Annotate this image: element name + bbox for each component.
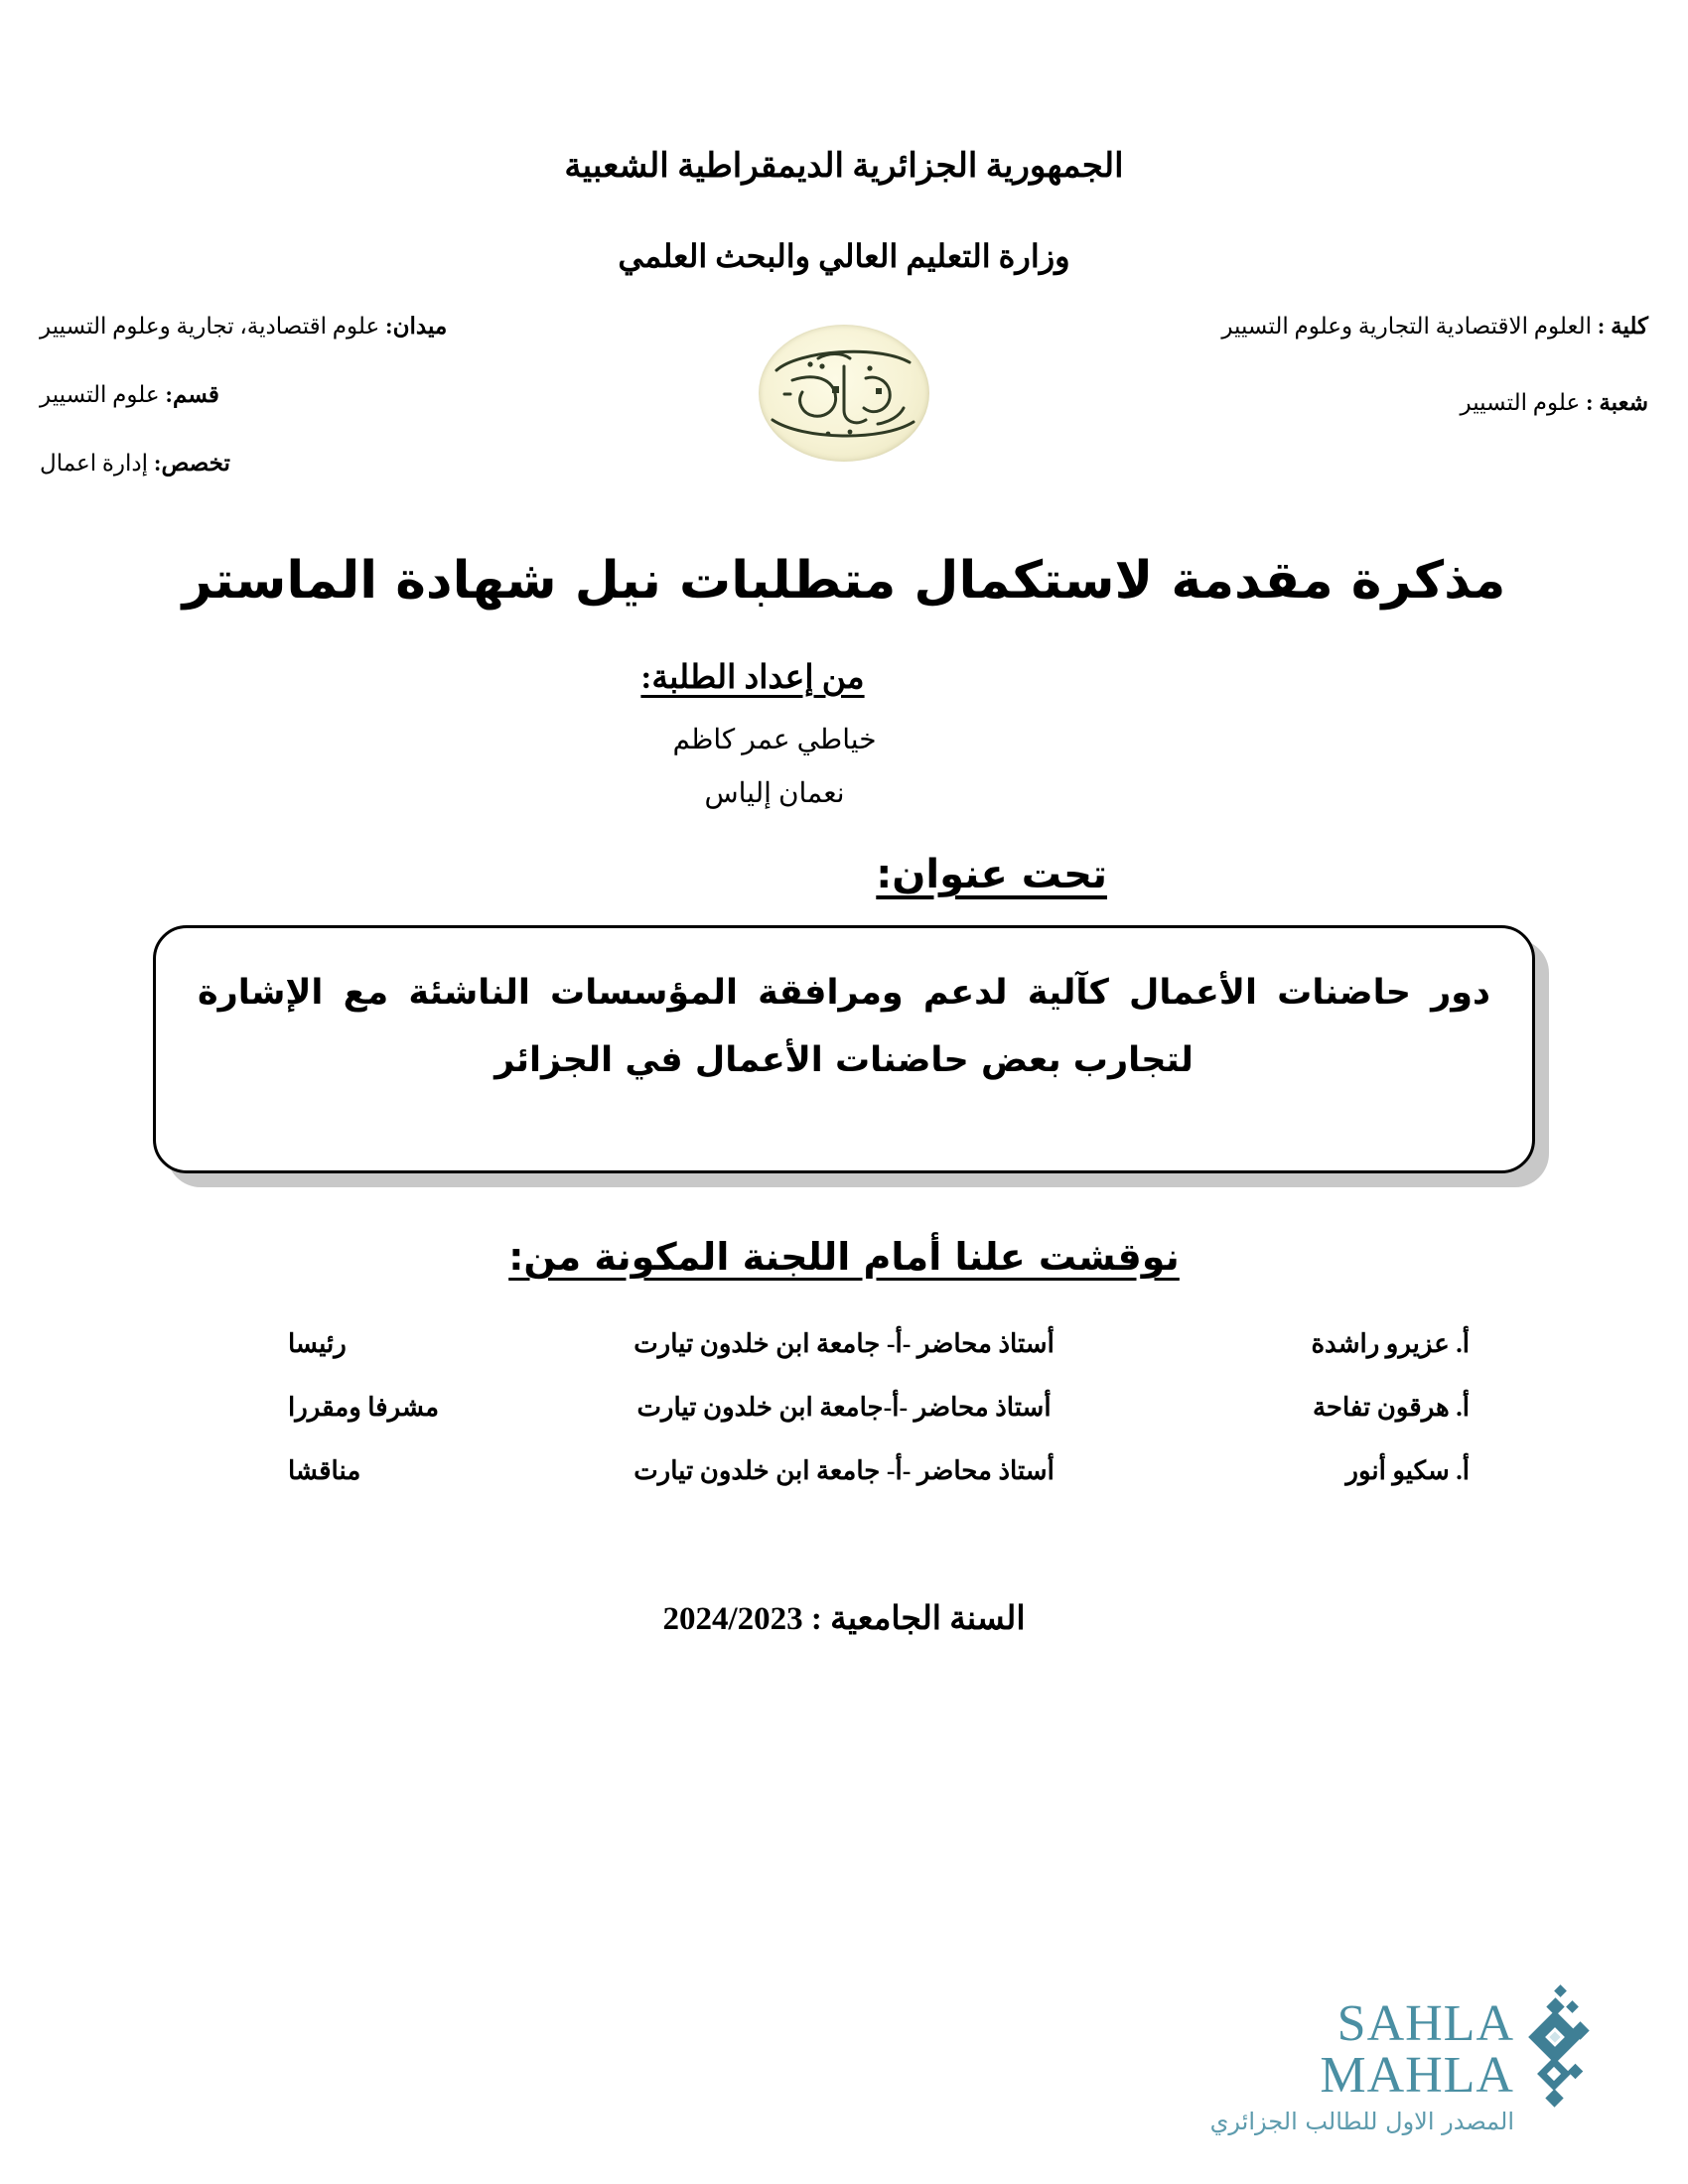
- jury-heading: نوقشت علنا أمام اللجنة المكونة من:: [508, 1235, 1180, 1280]
- thesis-title-line-1: دور حاضنات الأعمال كآلية لدعم ومرافقة المؤسسات الناشئة مع الإشارة: [198, 973, 1490, 1014]
- master-degree-statement: مذكرة مقدمة لاستكمال متطلبات نيل شهادة الماستر: [182, 551, 1506, 612]
- specialty-value: إدارة اعمال: [40, 450, 149, 476]
- watermark-tagline: المصدر الاول للطالب الجزائري: [1209, 2108, 1514, 2135]
- under-title-label: تحت عنوان:: [876, 852, 1107, 898]
- table-row: [159, 1439, 1529, 1503]
- faculty-label: كلية :: [1597, 314, 1648, 340]
- national-header: [0, 0, 1688, 275]
- table-row: [159, 1312, 1529, 1376]
- thesis-title-box: [153, 925, 1535, 1173]
- faculty-value: العلوم الاقتصادية التجارية وعلوم التسيير: [1221, 314, 1592, 340]
- academic-year-value: 2024/2023: [662, 1601, 803, 1638]
- sahla-mahla-watermark: [1137, 1980, 1604, 2135]
- students-heading: من إعداد الطلبة:: [640, 660, 865, 697]
- faculty-info-left-column: [40, 313, 635, 517]
- ministry-line: وزارة التعليم العالي والبحث العلمي: [618, 237, 1070, 274]
- thesis-title-box-wrap: [153, 925, 1535, 1173]
- academic-year-label: السنة الجامعية :: [810, 1601, 1026, 1638]
- jury-member-affiliation: أستاذ محاضر -أ- جامعة ابن خلدون تيارت: [633, 1329, 1055, 1359]
- jury-member-role: رئيسا: [288, 1329, 347, 1359]
- specialty-row: [40, 450, 635, 478]
- domain-value: علوم اقتصادية، تجارية وعلوم التسيير: [40, 314, 380, 340]
- branch-label: شعبة :: [1585, 389, 1648, 415]
- domain-row: [40, 313, 635, 341]
- student-name: نعمان إلياس: [704, 778, 845, 810]
- jury-member-name: أ. سكيو أنور: [1345, 1456, 1470, 1486]
- jury-member-role: مناقشا: [288, 1456, 361, 1486]
- table-row: [159, 1376, 1529, 1439]
- department-label: قسم:: [165, 381, 219, 407]
- republic-line: الجمهورية الجزائرية الديمقراطية الشعبية: [564, 148, 1124, 185]
- thesis-title-line-2: لتجارب بعض حاضنات الأعمال في الجزائر: [494, 1040, 1194, 1081]
- faculty-info-band: [0, 313, 1688, 541]
- jury-member-affiliation: أستاذ محاضر -أ-جامعة ابن خلدون تيارت: [636, 1393, 1052, 1423]
- department-row: [40, 381, 635, 410]
- jury-member-affiliation: أستاذ محاضر -أ- جامعة ابن خلدون تيارت: [633, 1456, 1055, 1486]
- student-name: خياطي عمر كاظم: [672, 725, 877, 756]
- academic-year: [0, 1598, 1688, 1638]
- branch-value: علوم التسيير: [1460, 389, 1581, 415]
- watermark-diamond-icon: [1512, 1980, 1604, 2112]
- university-seal-icon: [759, 325, 929, 462]
- jury-member-name: أ. هرقون تفاحة: [1312, 1393, 1470, 1423]
- watermark-text: [1137, 1995, 1514, 2135]
- jury-member-name: أ. عزيرو راشدة: [1311, 1329, 1470, 1359]
- jury-table: [159, 1312, 1529, 1503]
- watermark-brand: SAHLA MAHLA: [1320, 1995, 1514, 2104]
- students-block: [0, 657, 1688, 810]
- specialty-label: تخصص:: [153, 450, 230, 476]
- domain-label: ميدان:: [384, 314, 448, 340]
- department-value: علوم التسيير: [40, 381, 160, 407]
- jury-member-role: مشرفا ومقررا: [288, 1393, 440, 1423]
